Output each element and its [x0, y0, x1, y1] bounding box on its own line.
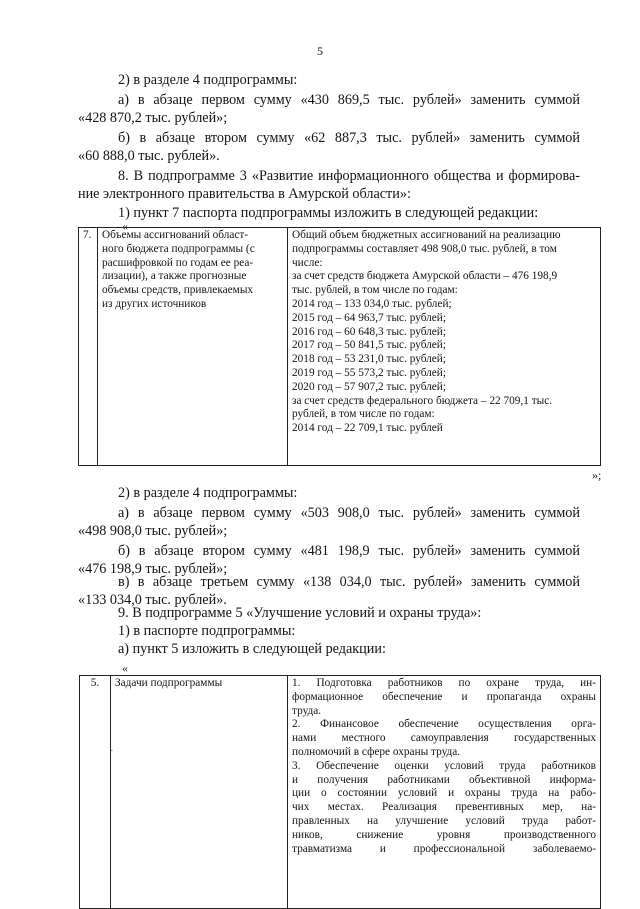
label-line: ного бюджета подпрограммы (с: [102, 242, 255, 255]
page-number: 5: [317, 44, 323, 58]
paragraph-item5: а) пункт 5 изложить в следующей редакции:: [118, 641, 386, 657]
item-number: 5.: [90, 677, 100, 689]
label-cell: [98, 228, 288, 466]
content-line: 2014 год – 133 034,0 тыс. рублей;: [292, 297, 452, 310]
content-line: чих местах. Реализация превентивных мер, на-: [292, 801, 596, 814]
content-line: 2. Финансовое обеспечение осуществления орга-: [292, 718, 596, 731]
paragraph-a-line1: а) в абзаце первом сумму «430 869,5 тыс. рублей» заменить суммой: [118, 92, 580, 108]
content-line: 2014 год – 22 709,1 тыс. рублей: [292, 422, 443, 435]
label-line: расшифровкой по годам ее реа-: [102, 256, 254, 269]
content-cell: [288, 676, 601, 909]
content-line: 2020 год – 57 907,2 тыс. рублей;: [292, 380, 446, 393]
paragraph-8-line1: 8. В подпрограмме 3 «Развитие информационного общества и формирова-: [118, 168, 580, 184]
content-line: полномочий в сфере охраны труда.: [292, 745, 461, 758]
open-quote: «: [122, 219, 128, 233]
content-line: числе:: [292, 256, 323, 269]
label-line: Объемы ассигнований област-: [102, 229, 249, 241]
content-line: подпрограммы составляет 498 908,0 тыс. рублей, в том: [292, 242, 557, 255]
close-quote: »;: [592, 468, 602, 482]
paragraph-8-line2: ние электронного правительства в Амурской области»:: [78, 186, 411, 202]
label-text: Задачи подпрограммы: [115, 677, 223, 689]
paragraph-a2-line1: а) в абзаце первом сумму «503 908,0 тыс. рублей» заменить суммой: [118, 505, 580, 521]
item-number-cell: [80, 676, 111, 909]
paragraph-a-line2: «428 870,2 тыс. рублей»;: [78, 110, 228, 126]
open-quote-2: «: [122, 661, 128, 675]
content-line: за счет средств бюджета Амурской области – 476 198,9: [292, 270, 558, 283]
paragraph-c2-line2: «133 034,0 тыс. рублей».: [78, 592, 227, 608]
paragraph-passport: 1) в паспорте подпрограммы:: [118, 623, 296, 639]
content-line: 2016 год – 60 648,3 тыс. рублей;: [292, 325, 446, 338]
paragraph-a2-line2: «498 908,0 тыс. рублей»;: [78, 523, 228, 539]
content-line: и получения работниками объективной информа-: [292, 773, 596, 786]
content-line: формационное обеспечение и пропаганда охраны: [292, 690, 596, 703]
content-line: 2018 год – 53 231,0 тыс. рублей;: [292, 353, 446, 366]
paragraph-b2-line1: б) в абзаце втором сумму «481 198,9 тыс. рублей» заменить суммой: [118, 543, 580, 559]
paragraph-section4-header: 2) в разделе 4 подпрограммы:: [118, 72, 298, 88]
content-line: нами местного самоуправления государственных: [292, 732, 596, 745]
passport-table-item5: [79, 675, 601, 909]
content-line: ников, снижение уровня производственного: [292, 828, 596, 841]
label-line: из других источников: [102, 297, 207, 310]
paragraph-9: 9. В подпрограмме 5 «Улучшение условий и охраны труда»:: [118, 605, 482, 621]
paragraph-passport-item7: 1) пункт 7 паспорта подпрограммы изложить в следующей редакции:: [118, 205, 539, 221]
item-number-cell: [79, 228, 98, 466]
paragraph-b-line1: б) в абзаце втором сумму «62 887,3 тыс. рублей» заменить суммой: [118, 130, 580, 146]
content-line: 2015 год – 64 963,7 тыс. рублей;: [292, 311, 446, 324]
passport-table-item7: [78, 227, 601, 466]
content-line: ции о состоянии условий и охраны труда на рабо-: [292, 787, 596, 800]
item-number: 7.: [83, 229, 92, 241]
content-line: Общий объем бюджетных ассигнований на реализацию: [292, 229, 561, 241]
paragraph-c2-line1: в) в абзаце третьем сумму «138 034,0 тыс. рублей» заменить суммой: [118, 574, 580, 590]
content-line: тыс. рублей, в том числе по годам:: [292, 284, 458, 297]
content-line: 1. Подготовка работников по охране труда, ин-: [292, 677, 596, 689]
label-line: лизации), а также прогнозные: [102, 270, 247, 283]
label-line: объемы средств, привлекаемых: [102, 284, 254, 297]
scan-speck: ·: [110, 745, 114, 757]
content-line: 2019 год – 55 573,2 тыс. рублей;: [292, 366, 446, 379]
content-line: 2017 год – 50 841,5 тыс. рублей;: [292, 339, 446, 352]
content-line: травматизма и профессиональной заболеваемо-: [292, 842, 596, 855]
content-line: рублей, в том числе по годам:: [292, 408, 435, 421]
label-cell: [111, 676, 288, 909]
content-line: труда.: [292, 704, 322, 717]
content-line: 3. Обеспечение оценки условий труда работников: [292, 759, 596, 772]
content-cell: [288, 228, 601, 466]
paragraph-section4-header-2: 2) в разделе 4 подпрограммы:: [118, 485, 298, 501]
paragraph-b-line2: «60 888,0 тыс. рублей».: [78, 148, 220, 164]
paragraph-b2-line2: «476 198,9 тыс. рублей»;: [78, 561, 228, 577]
content-line: за счет средств федерального бюджета – 22 709,1 тыс.: [292, 394, 553, 407]
content-line: правленных на улучшение условий труда работ-: [292, 814, 596, 827]
